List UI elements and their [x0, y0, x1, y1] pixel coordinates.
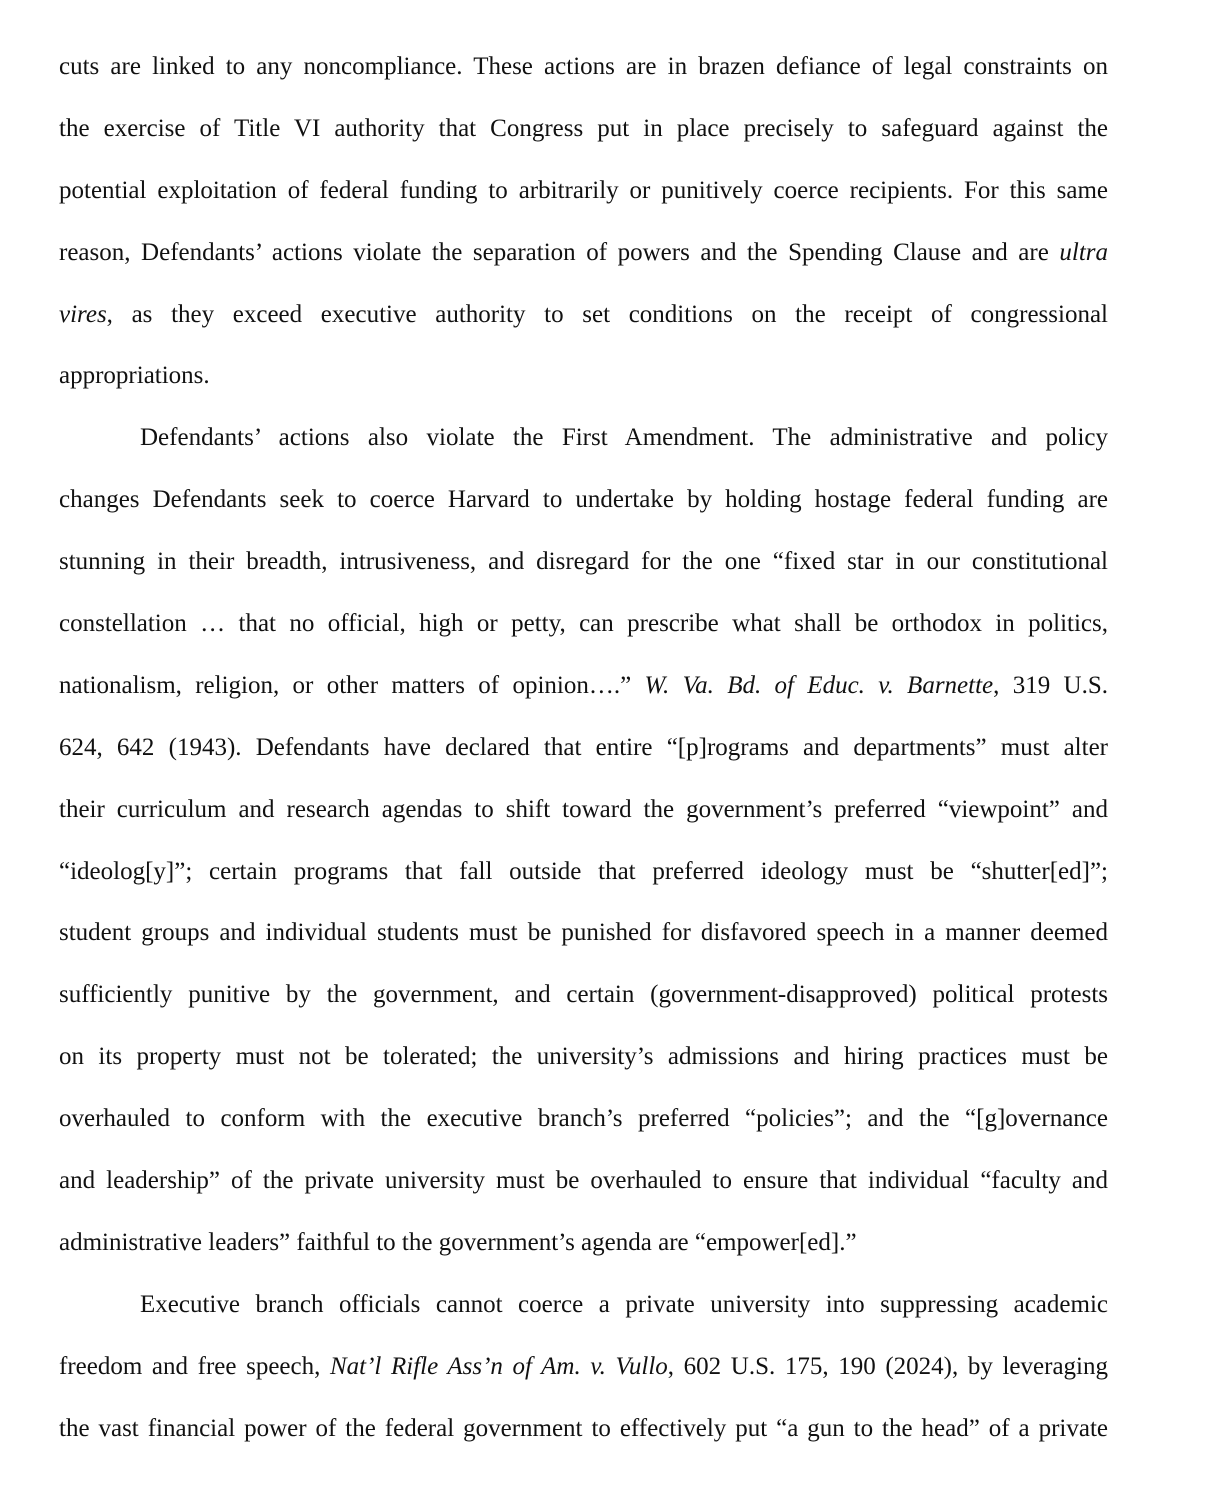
text-run: stunning in their breadth, intrusiveness, and disregard for the one “fixed star in our constitutional — [59, 548, 1108, 576]
text-line — [59, 1212, 1108, 1274]
text-line — [59, 1274, 1108, 1336]
text-line — [59, 1150, 1108, 1212]
text-line — [59, 1398, 1108, 1460]
text-run: overhauled to conform with the executive branch’s preferred “policies”; and the “[g]overnance — [59, 1105, 1108, 1133]
text-line — [59, 222, 1108, 284]
text-line — [59, 841, 1108, 903]
text-line — [59, 1336, 1108, 1398]
text-line — [59, 655, 1108, 717]
text-run: , 602 U.S. 175, 190 (2024), by leveraging — [667, 1352, 1108, 1380]
text-line — [59, 98, 1108, 160]
text-line — [59, 717, 1108, 779]
italic-citation: ultra — [1059, 238, 1108, 266]
text-line — [59, 531, 1108, 593]
paragraph — [59, 1274, 1108, 1460]
text-run: the vast financial power of the federal government to effectively put “a gun to the head” of a private — [59, 1414, 1108, 1442]
text-line — [59, 593, 1108, 655]
text-run: cuts are linked to any noncompliance. These actions are in brazen defiance of legal constraints on — [59, 53, 1108, 80]
text-run: administrative leaders” faithful to the government’s agenda are “empower[ed].” — [59, 1228, 857, 1256]
text-run: their curriculum and research agendas to shift toward the government’s preferred “viewpoint” and — [59, 795, 1108, 823]
text-run: and leadership” of the private university must be overhauled to ensure that individual “faculty and — [59, 1167, 1108, 1195]
text-line — [59, 36, 1108, 98]
italic-citation: Nat’l Rifle Ass’n of Am. v. Vullo — [329, 1352, 668, 1380]
text-run: constellation … that no official, high or petty, can prescribe what shall be orthodox in politics, — [59, 610, 1108, 638]
text-line — [59, 902, 1108, 964]
text-line — [59, 1088, 1108, 1150]
text-run: on its property must not be tolerated; the university’s admissions and hiring practices must be — [59, 1043, 1108, 1071]
text-run: , as they exceed executive authority to set conditions on the receipt of congressional — [106, 300, 1108, 328]
text-run: the exercise of Title VI authority that Congress put in place precisely to safeguard against the — [59, 114, 1108, 142]
text-run: student groups and individual students must be punished for disfavored speech in a manner deemed — [59, 919, 1108, 947]
text-line — [59, 284, 1108, 346]
text-line — [59, 779, 1108, 841]
text-line — [59, 407, 1108, 469]
text-run: appropriations. — [59, 362, 210, 390]
text-run: sufficiently punitive by the government, and certain (government-disapproved) political protests — [59, 981, 1108, 1009]
text-run: changes Defendants seek to coerce Harvard to undertake by holding hostage federal funding are — [59, 486, 1108, 514]
text-line — [59, 1026, 1108, 1088]
text-line — [59, 345, 1108, 407]
text-run: reason, Defendants’ actions violate the separation of powers and the Spending Clause and are — [59, 238, 1060, 266]
paragraph — [59, 407, 1108, 1273]
italic-citation: W. Va. Bd. of Educ. v. Barnette — [644, 671, 994, 699]
text-run: potential exploitation of federal funding to arbitrarily or punitively coerce recipients. For this same — [59, 176, 1108, 204]
document-page — [59, 36, 1108, 1459]
italic-citation: vires — [59, 300, 107, 328]
text-run: 624, 642 (1943). Defendants have declared that entire “[p]rograms and departments” must alter — [59, 733, 1108, 761]
text-run: Defendants’ actions also violate the First Amendment. The administrative and policy — [140, 424, 1108, 452]
text-line — [59, 469, 1108, 531]
paragraph — [59, 36, 1108, 407]
text-line — [59, 964, 1108, 1026]
text-run: “ideolog[y]”; certain programs that fall outside that preferred ideology must be “shutter[ed]”; — [59, 857, 1108, 885]
text-line — [59, 160, 1108, 222]
text-run: nationalism, religion, or other matters of opinion….” — [59, 671, 645, 699]
text-run: , 319 U.S. — [993, 671, 1108, 699]
text-run: Executive branch officials cannot coerce a private university into suppressing academic — [140, 1290, 1108, 1318]
text-run: freedom and free speech, — [59, 1352, 330, 1380]
